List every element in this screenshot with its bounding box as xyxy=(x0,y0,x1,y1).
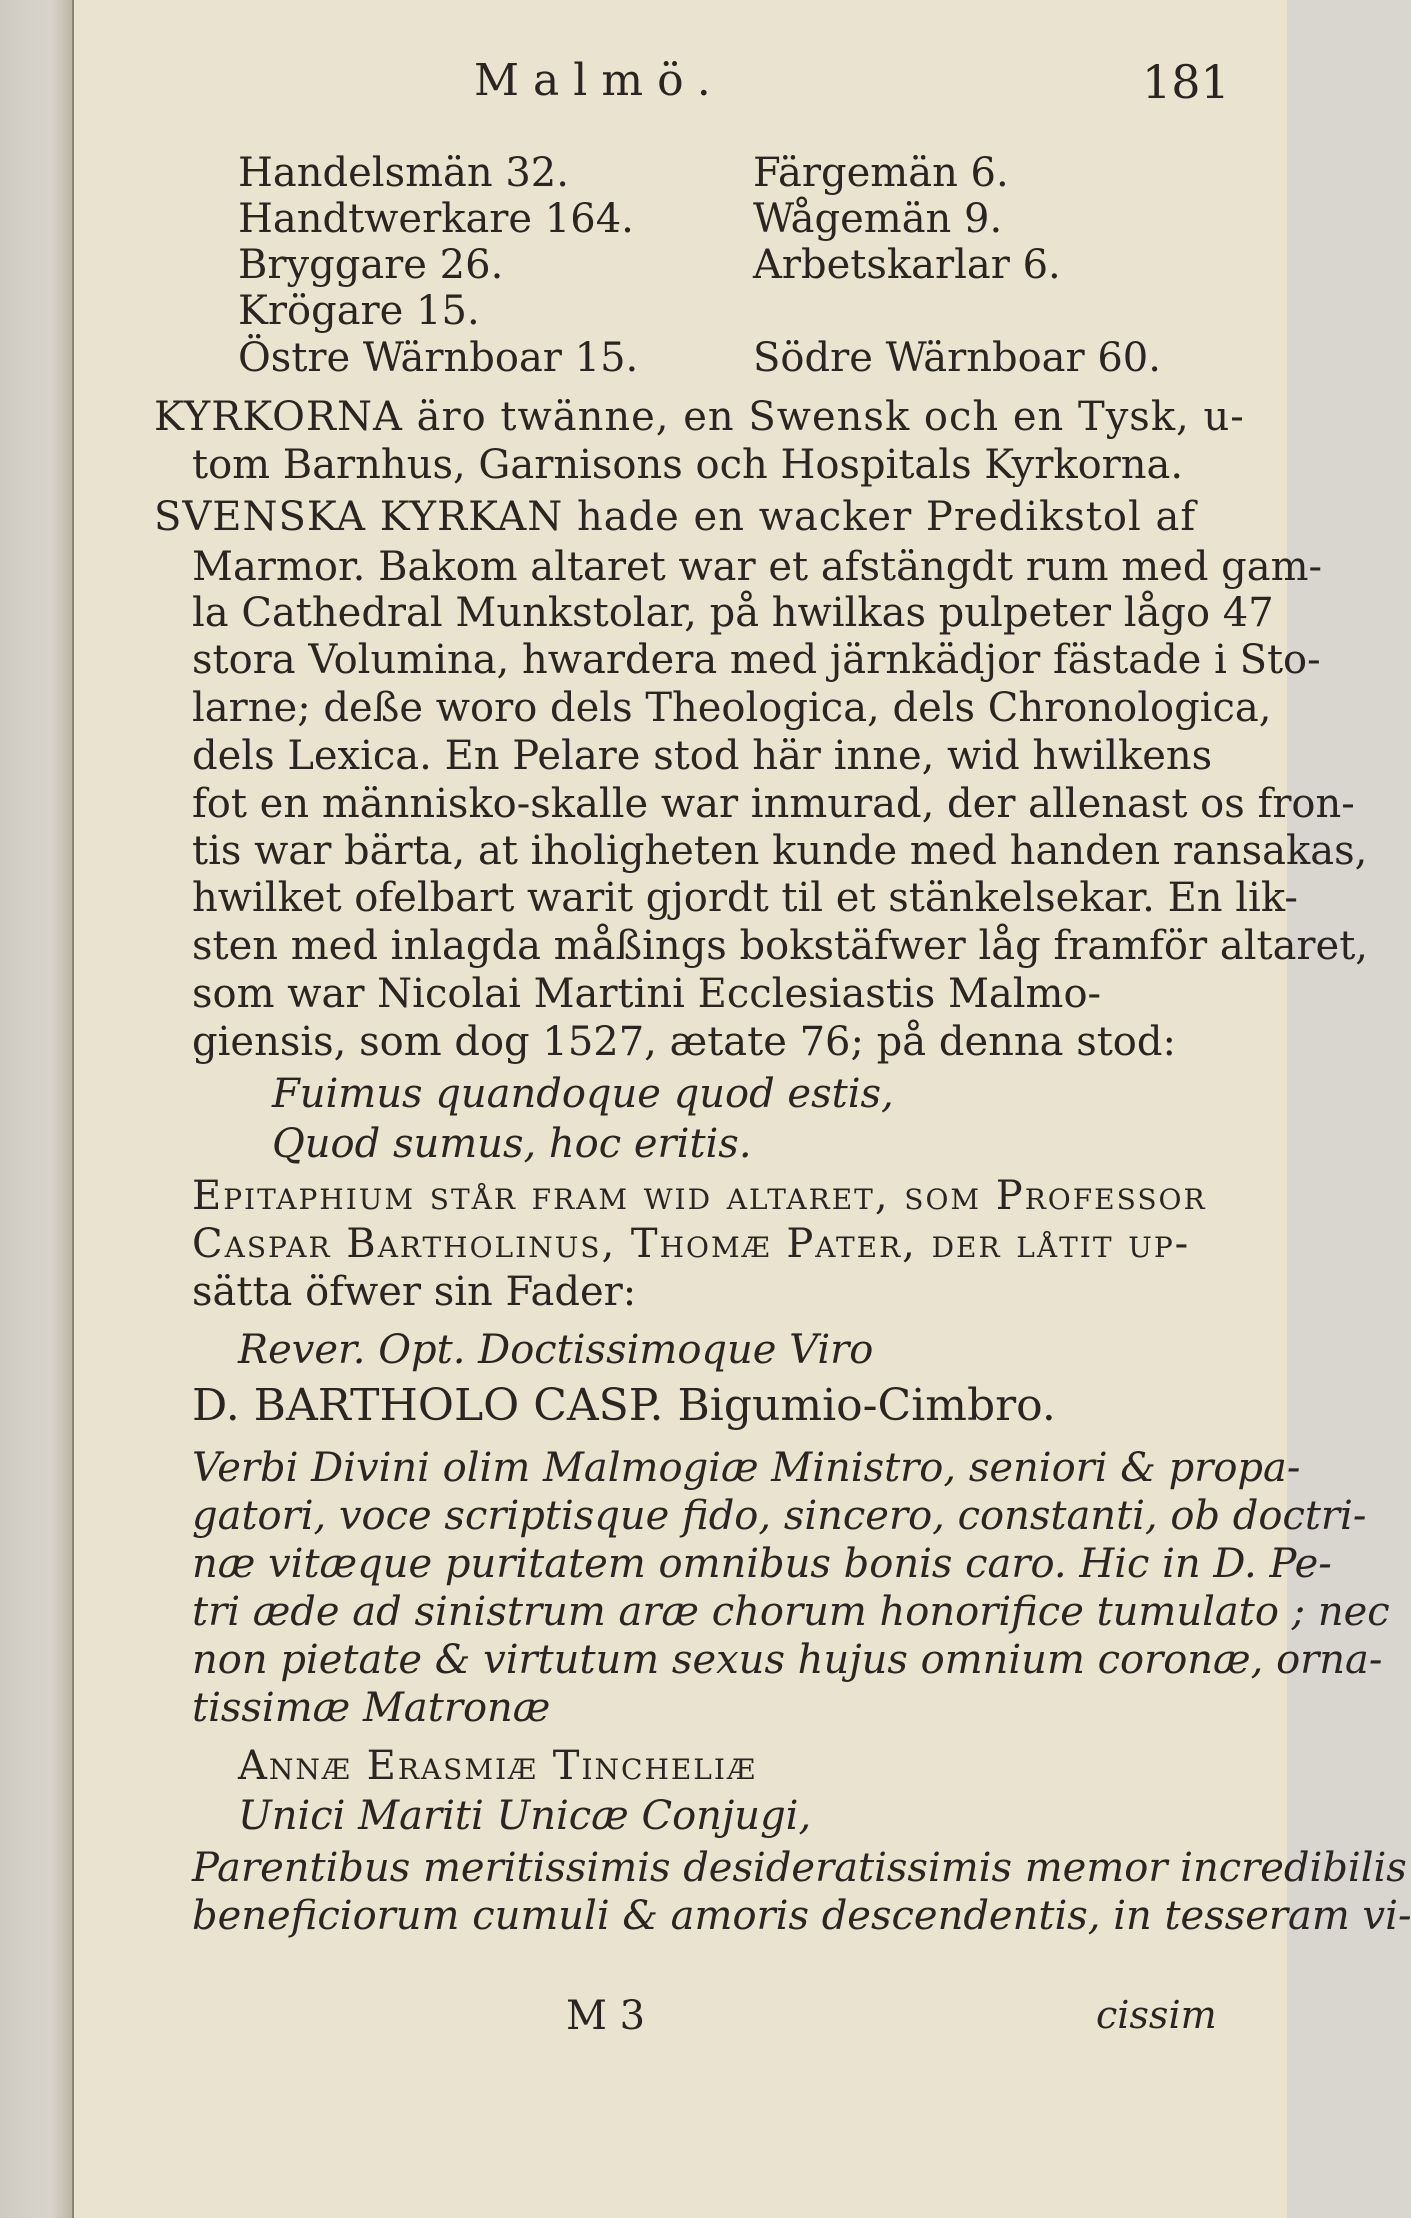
stat-left-5: Östre Wärnboar 15. xyxy=(238,335,639,381)
stat-right-2: Wågemän 9. xyxy=(753,196,1003,242)
inscription-line-10: Unici Mariti Unicæ Conjugi, xyxy=(238,1793,812,1839)
text-line-8: dels Lexica. En Pelare stod här inne, wid hwilkens xyxy=(192,733,1213,779)
stat-right-3: Arbetskarlar 6. xyxy=(753,242,1061,288)
stat-right-1: Färgemän 6. xyxy=(753,150,1009,196)
text-line-19: sätta öfwer sin Fader: xyxy=(192,1269,637,1315)
text-line-5: la Cathedral Munkstolar, på hwilkas pulpeter lågo 47 xyxy=(192,590,1274,636)
inscription-line-3: Verbi Divini olim Malmogiæ Ministro, seniori & propa- xyxy=(192,1445,1301,1491)
text-line-12: sten med inlagda måßings bokstäfwer låg framför altaret, xyxy=(192,923,1368,969)
inscription-line-1: Rever. Opt. Doctissimoque Viro xyxy=(238,1327,874,1373)
text-line-7: larne; deße woro dels Theologica, dels Chronologica, xyxy=(192,685,1272,731)
text-line-14: giensis, som dog 1527, ætate 76; på denna stod: xyxy=(192,1019,1176,1065)
inscription-line-5: næ vitæque puritatem omnibus bonis caro. Hic in D. Pe- xyxy=(192,1541,1332,1587)
text-line-9: fot en människo-skalle war inmurad, der allenast os fron- xyxy=(192,781,1355,827)
text-line-1: KYRKORNA äro twänne, en Swensk och en Tysk, u- xyxy=(154,394,1245,440)
text-line-3: SVENSKA KYRKAN hade en wacker Predikstol af xyxy=(154,494,1197,540)
text-line-6: stora Volumina, hwardera med järnkädjor fästade i Sto- xyxy=(192,637,1321,683)
epitaph-verse-1: Fuimus quandoque quod estis, xyxy=(272,1071,894,1117)
inscription-line-4: gatori, voce scriptisque fido, sincero, constanti, ob doctri- xyxy=(192,1493,1367,1539)
inscription-line-12: beneficiorum cumuli & amoris descendentis, in tesseram vi- xyxy=(192,1893,1411,1939)
text-line-4: Marmor. Bakom altaret war et afstängdt rum med gam- xyxy=(192,544,1323,590)
book-page xyxy=(74,0,1411,2218)
inscription-line-8: tissimæ Matronæ xyxy=(192,1685,551,1731)
text-line-17: Epitaphium står fram wid altaret, som Professor xyxy=(192,1173,1207,1219)
text-line-10: tis war bärta, at iholigheten kunde med handen ransakas, xyxy=(192,828,1368,874)
running-head: Malmö. xyxy=(474,55,725,106)
stat-left-4: Krögare 15. xyxy=(238,288,480,334)
catchword: cissim xyxy=(1096,1993,1217,2037)
signature-mark: M 3 xyxy=(566,1993,646,2039)
inscription-line-11: Parentibus meritissimis desideratissimis memor incredibilis xyxy=(192,1845,1407,1891)
epitaph-verse-2: Quod sumus, hoc eritis. xyxy=(272,1121,752,1167)
text-line-2: tom Barnhus, Garnisons och Hospitals Kyrkorna. xyxy=(192,442,1184,488)
stat-left-2: Handtwerkare 164. xyxy=(238,196,634,242)
inscription-line-2: D. BARTHOLO CASP. Bigumio-Cimbro. xyxy=(192,1380,1056,1431)
inscription-line-7: non pietate & virtutum sexus hujus omnium coronæ, orna- xyxy=(192,1637,1383,1683)
page-header xyxy=(74,55,1287,115)
text-line-11: hwilket ofelbart warit gjordt til et stänkelsekar. En lik- xyxy=(192,875,1298,921)
text-line-18: Caspar Bartholinus, Thomæ Pater, der låtit up- xyxy=(192,1221,1191,1267)
inscription-line-6: tri æde ad sinistrum aræ chorum honorifice tumulato ; nec xyxy=(192,1589,1390,1635)
text-line-13: som war Nicolai Martini Ecclesiastis Malmo- xyxy=(192,971,1102,1017)
stat-right-5: Södre Wärnboar 60. xyxy=(753,335,1161,381)
stat-left-1: Handelsmän 32. xyxy=(238,150,569,196)
page-number: 181 xyxy=(1142,55,1230,109)
stat-left-3: Bryggare 26. xyxy=(238,242,504,288)
inscription-line-9: Annæ Erasmiæ Tincheliæ xyxy=(238,1743,757,1789)
book-gutter xyxy=(0,0,74,2218)
